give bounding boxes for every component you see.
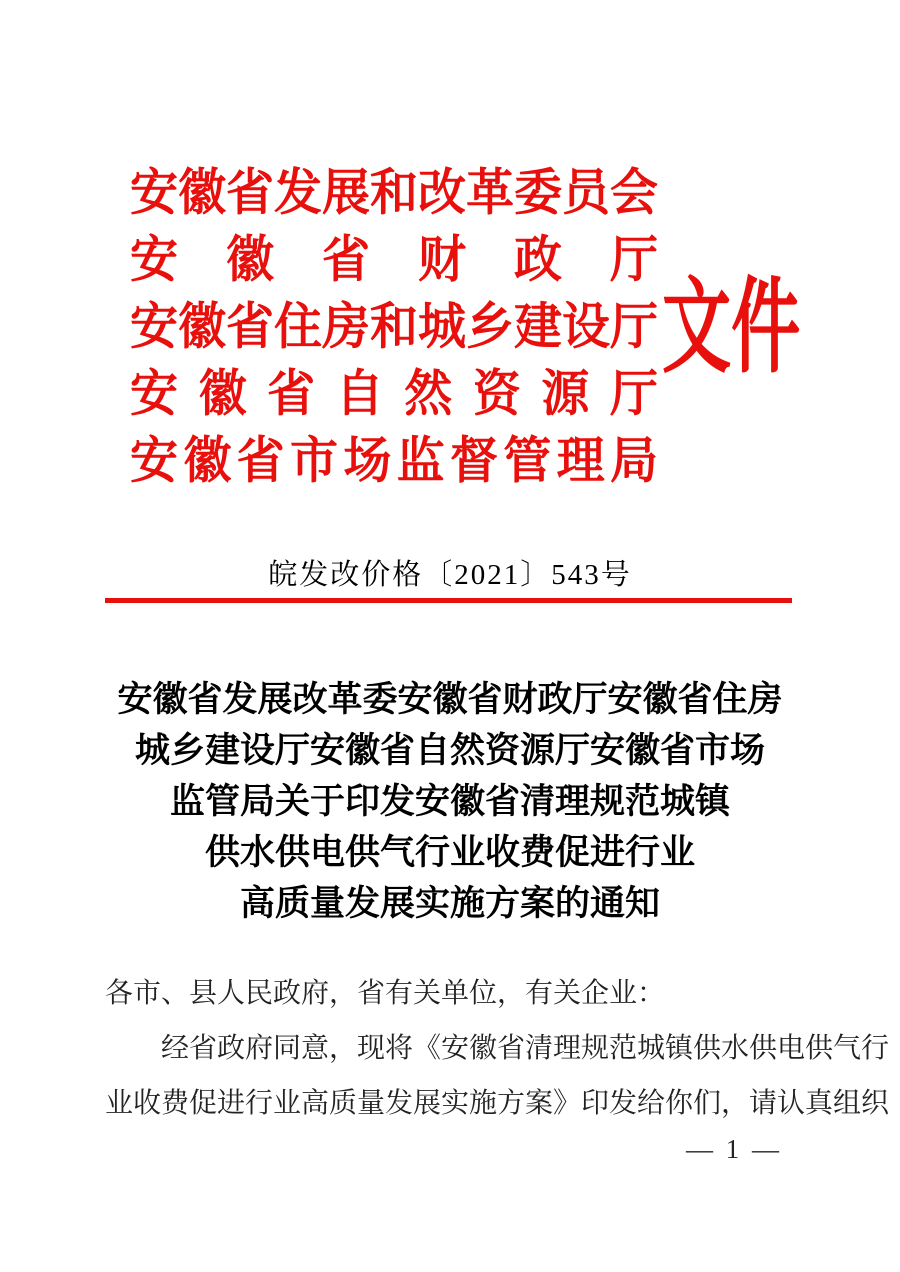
body-text-line: 经省政府同意，现将《安徽省清理规范城镇供水供电供气行 [161,1033,890,1064]
agency-name: 安徽省住房和城乡建设厅 [130,299,659,356]
title-line: 供水供电供气行业收费促进行业 [204,833,695,872]
title-line: 安徽省发展改革委安徽省财政厅安徽省住房 [117,680,783,719]
document-number: 皖发改价格〔2021〕543号 [268,559,632,591]
agency-name: 安徽省自然资源厅 [130,366,658,423]
agency-name: 安徽省市场监督管理局 [130,433,658,490]
document-body [105,966,890,1131]
title-line: 监管局关于印发安徽省清理规范城镇 [169,782,730,821]
agency-name: 安徽省财政厅 [130,232,658,289]
title-line: 城乡建设厅安徽省自然资源厅安徽省市场 [134,731,765,770]
agency-name: 安徽省发展和改革委员会 [130,165,659,222]
red-divider-rule [105,598,792,603]
page-number: — 1 — [686,1134,782,1164]
salutation-line: 各市、县人民政府，省有关单位，有关企业： [105,978,666,1009]
document-title [0,674,900,929]
title-line: 高质量发展实施方案的通知 [239,884,660,923]
red-letterhead [130,160,801,495]
body-text-line: 业收费促进行业高质量发展实施方案》印发给你们，请认真组织 [105,1088,890,1119]
agency-name-list [130,160,658,495]
document-type-mark: 文件 [662,269,801,385]
